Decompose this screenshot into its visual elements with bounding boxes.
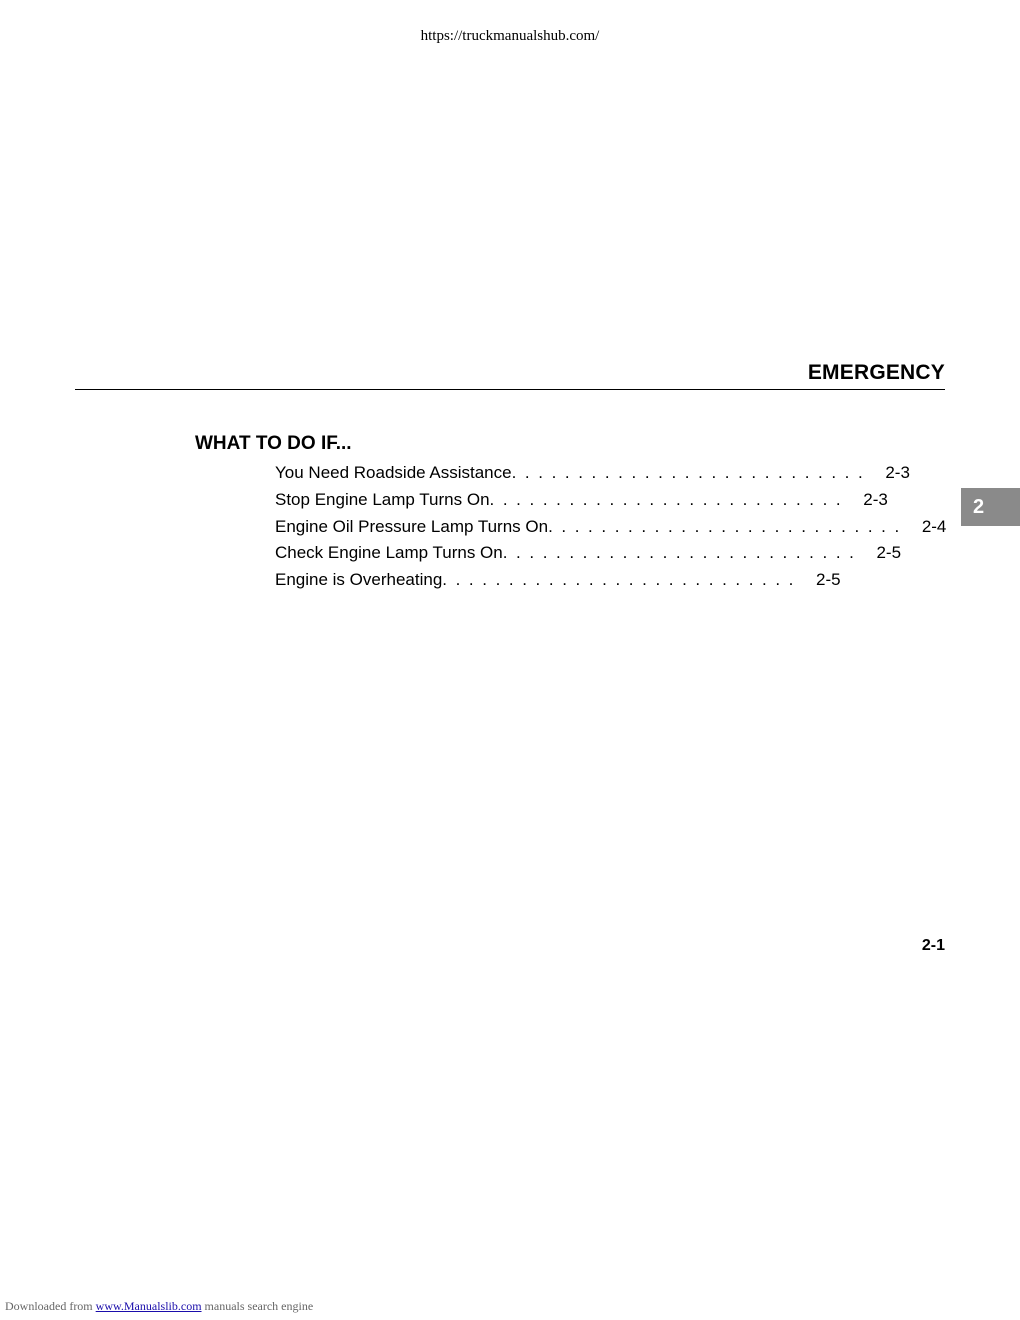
- toc-dot-leader: ...........................: [511, 463, 872, 482]
- toc-entry-label: Engine Oil Pressure Lamp Turns On: [275, 516, 549, 536]
- toc-entry-page: 2-4: [921, 516, 947, 536]
- download-footer: [5, 1299, 313, 1314]
- toc-dot-leader: ...........................: [548, 516, 908, 536]
- chapter-tab-label: 2: [973, 495, 985, 518]
- toc-entry[interactable]: [275, 463, 910, 490]
- toc-entry-label: Check Engine Lamp Turns On: [275, 543, 503, 563]
- chapter-tab: [961, 488, 1020, 526]
- manualslib-link[interactable]: www.Manualslib.com: [95, 1299, 202, 1313]
- toc-entry-label: Stop Engine Lamp Turns On: [275, 489, 490, 509]
- toc-entry[interactable]: [275, 516, 947, 544]
- toc-dot-leader: ...........................: [442, 570, 803, 590]
- toc-entry-page: 2-5: [876, 543, 902, 563]
- toc-entry[interactable]: [275, 570, 841, 597]
- toc-heading: WHAT TO DO IF...: [195, 433, 352, 454]
- toc-entry-label: Engine is Overheating: [275, 570, 443, 590]
- toc-entry-page: 2-3: [863, 489, 888, 509]
- toc-dot-leader: ...........................: [489, 489, 850, 509]
- toc-entry[interactable]: [275, 489, 888, 517]
- footer-suffix: manuals search engine: [204, 1299, 314, 1313]
- section-divider: [75, 389, 945, 390]
- page-number: 2-1: [921, 937, 945, 954]
- toc-entry-page: 2-3: [885, 463, 910, 482]
- toc-dot-leader: ...........................: [502, 543, 863, 563]
- section-title: EMERGENCY: [807, 361, 945, 384]
- toc-entry[interactable]: [275, 543, 902, 570]
- source-url-header: https://truckmanualshub.com/: [420, 28, 600, 44]
- toc-list: [275, 463, 947, 597]
- toc-entry-label: You Need Roadside Assistance: [275, 463, 512, 482]
- footer-prefix: Downloaded from: [5, 1299, 93, 1313]
- toc-entry-page: 2-5: [816, 570, 841, 590]
